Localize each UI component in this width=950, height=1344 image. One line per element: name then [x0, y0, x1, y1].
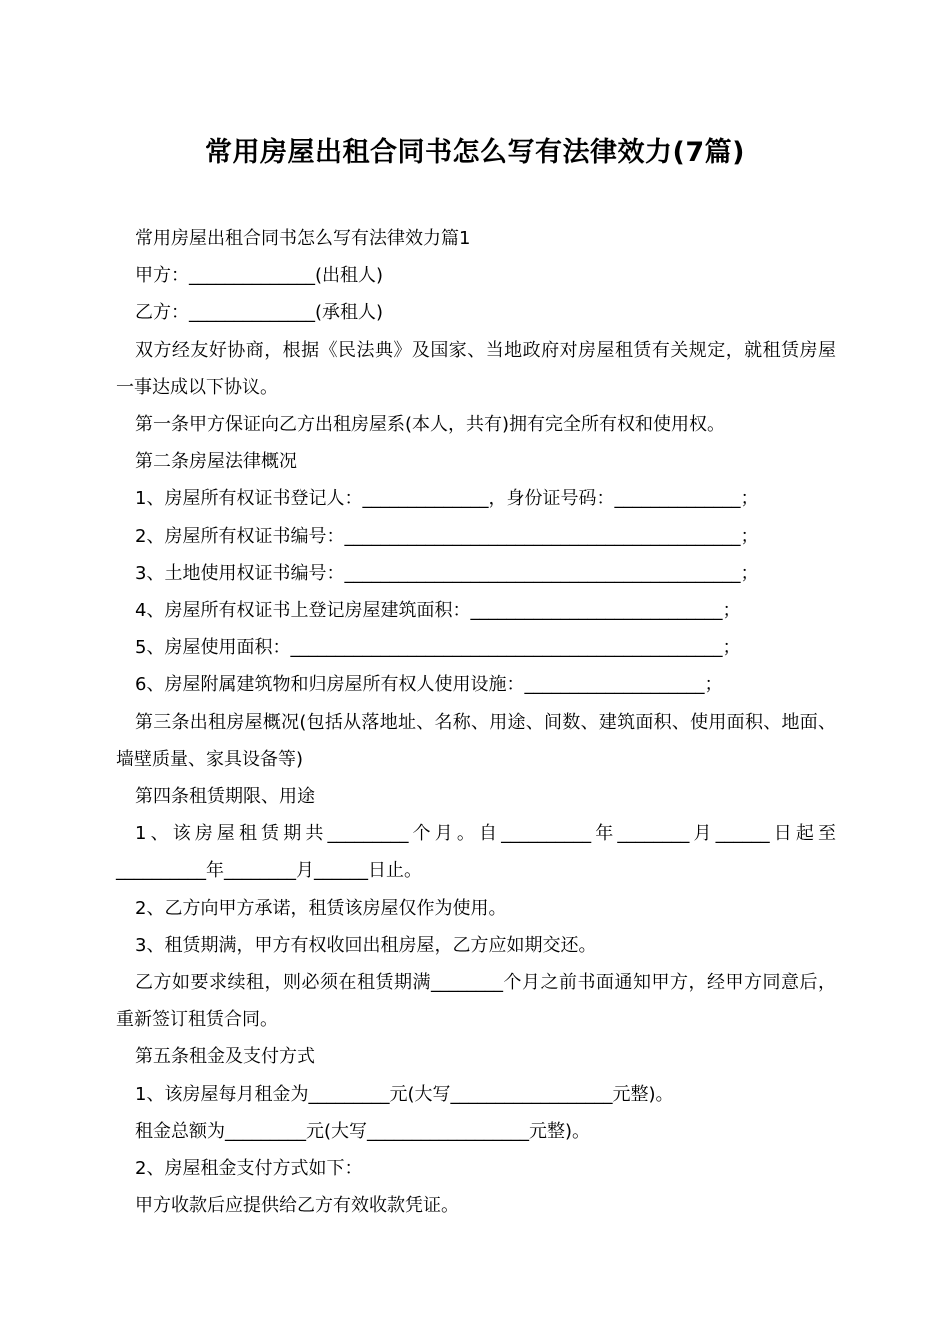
article-2-item-5: 5、房屋使用面积：________________________________________________；: [135, 637, 741, 659]
article-5-item-2: 2、房屋租金支付方式如下：: [135, 1158, 363, 1180]
article-5-heading: 第五条租金及支付方式: [135, 1046, 315, 1068]
article-1: 第一条甲方保证向乙方出租房屋系(本人，共有)拥有完全所有权和使用权。: [135, 414, 726, 436]
article-2-item-4: 4、房屋所有权证书上登记房屋建筑面积：____________________________；: [135, 600, 741, 622]
article-3: 第三条出租房屋概况(包括从落地址、名称、用途、间数、建筑面积、使用面积、地面、墙壁质量、家具设备等): [116, 711, 836, 770]
section-heading: 常用房屋出租合同书怎么写有法律效力篇1: [135, 228, 471, 249]
article-4-item-1: 1、该房屋租赁期共_________个月。自__________年________月______日起至__________年________月______日止。: [116, 823, 836, 882]
article-2-item-3: 3、土地使用权证书编号：____________________________________________；: [135, 562, 759, 584]
article-4-item-3: 3、租赁期满，甲方有权收回出租房屋，乙方应如期交还。: [135, 934, 597, 956]
party-a-line: 甲方：______________(出租人): [135, 265, 384, 287]
article-2-heading: 第二条房屋法律概况: [135, 451, 297, 473]
article-2-item-6: 6、房屋附属建筑物和归房屋所有权人使用设施：____________________；: [135, 674, 723, 696]
rent-total-line: 租金总额为_________元(大写__________________元整)。: [135, 1120, 591, 1142]
document-body: [116, 220, 836, 1224]
party-b-line: 乙方：______________(承租人): [135, 302, 384, 324]
document-title: 常用房屋出租合同书怎么写有法律效力(7篇): [205, 137, 745, 168]
receipt-clause: 甲方收款后应提供给乙方有效收款凭证。: [135, 1195, 459, 1217]
article-5-item-1: 1、该房屋每月租金为_________元(大写__________________元整)。: [135, 1083, 674, 1105]
article-4-heading: 第四条租赁期限、用途: [135, 786, 315, 808]
article-4-item-2: 2、乙方向甲方承诺，租赁该房屋仅作为使用。: [135, 897, 507, 919]
article-2-item-2: 2、房屋所有权证书编号：____________________________________________；: [135, 525, 759, 547]
article-2-item-1: 1、房屋所有权证书登记人：______________，身份证号码：______________；: [135, 488, 759, 510]
renewal-clause: 乙方如要求续租，则必须在租赁期满________个月之前书面通知甲方，经甲方同意后，重新签订租赁合同。: [116, 972, 836, 1031]
agreement-intro: 双方经友好协商，根据《民法典》及国家、当地政府对房屋租赁有关规定，就租赁房屋一事达成以下协议。: [116, 339, 836, 398]
